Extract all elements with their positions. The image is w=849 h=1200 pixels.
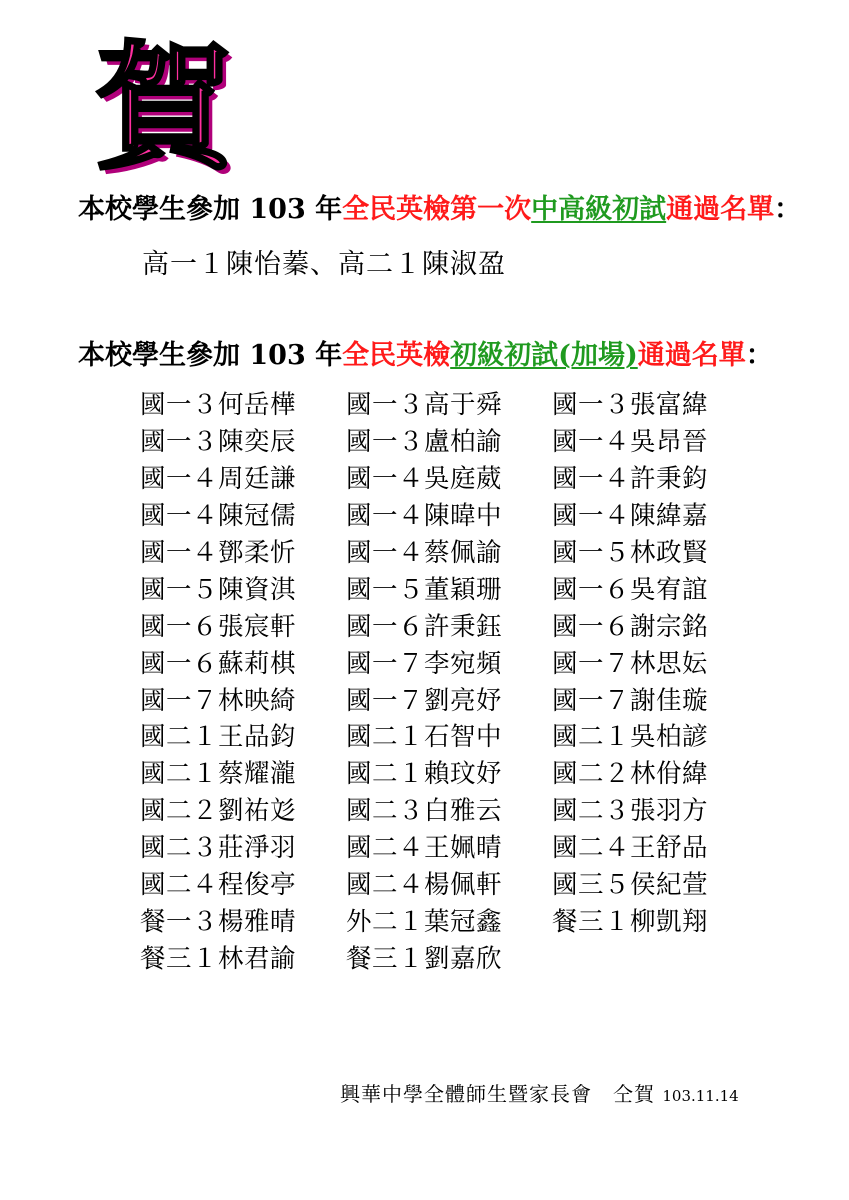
student-name: 餐三１林君諭 — [140, 943, 297, 974]
student-name: 餐三１劉嘉欣 — [346, 943, 503, 974]
student-name: 國一７劉亮妤 — [346, 685, 503, 716]
student-name: 國一５董穎珊 — [346, 574, 503, 605]
footer-signature — [340, 1078, 739, 1107]
student-name: 國二１賴玟妤 — [346, 759, 503, 790]
names-row — [140, 569, 760, 606]
student-name: 國一６謝宗銘 — [552, 611, 709, 642]
names-row — [140, 828, 760, 865]
student-name: 國一３盧柏諭 — [346, 427, 503, 458]
student-name: 國二１蔡耀瀧 — [140, 759, 297, 790]
student-name: 外二１葉冠鑫 — [346, 906, 503, 937]
intermediate-high-passers: 高一１陳怡蓁、高二１陳淑盈 — [142, 249, 506, 280]
names-row — [140, 791, 760, 828]
names-row — [140, 496, 760, 533]
student-name: 國一３高于舜 — [346, 390, 503, 421]
footer-date: 103.11.14 — [662, 1087, 739, 1105]
student-name: 餐三１柳凱翔 — [552, 906, 709, 937]
student-name: 國二２林佾緯 — [552, 759, 709, 790]
heading-elementary — [78, 342, 773, 369]
heading-colon: ： — [774, 194, 802, 225]
student-name: 國一４吳昂晉 — [552, 427, 709, 458]
heading-exam-name: 全民英檢第一次 — [342, 194, 532, 225]
heading-prefix: 本校學生參加 103 年 — [78, 340, 343, 371]
names-row — [140, 901, 760, 938]
names-row — [140, 865, 760, 902]
elementary-passers-list — [140, 385, 760, 975]
student-name: 國一６張宸軒 — [140, 611, 297, 642]
names-row — [140, 680, 760, 717]
names-row — [140, 606, 760, 643]
congratulations-character: 賀 — [95, 28, 234, 189]
names-row — [140, 938, 760, 975]
names-row — [140, 533, 760, 570]
heading-pass-list: 通過名單 — [637, 340, 746, 371]
student-name: 國二４楊佩軒 — [346, 870, 503, 901]
student-name: 國一６許秉鈺 — [346, 611, 503, 642]
student-name: 國一４陳冠儒 — [140, 501, 297, 532]
names-row — [140, 385, 760, 422]
student-name: 國二２劉祐彣 — [140, 796, 297, 827]
heading-pass-list: 通過名單 — [666, 194, 775, 225]
heading-exam-level: 中高級初試 — [531, 194, 667, 225]
student-name: 國二４程俊亭 — [140, 870, 297, 901]
student-name: 國一４陳暐中 — [346, 501, 503, 532]
student-name: 國一５陳資淇 — [140, 574, 297, 605]
footer-text: 興華中學全體師生暨家長會 仝賀 — [340, 1082, 655, 1106]
student-name: 餐一３楊雅晴 — [140, 906, 297, 937]
student-name: 國一５林政賢 — [552, 538, 709, 568]
names-row — [140, 459, 760, 496]
student-name: 國二３張羽方 — [552, 796, 709, 827]
student-name: 國一３張富緯 — [552, 390, 709, 421]
student-name: 國一３何岳樺 — [140, 390, 297, 421]
student-name: 國二１石智中 — [346, 722, 503, 753]
names-row — [140, 643, 760, 680]
student-name: 國一４蔡佩諭 — [346, 538, 503, 568]
student-name: 國一４鄧柔忻 — [140, 538, 297, 568]
heading-colon: ： — [745, 340, 773, 371]
student-name: 國一４周廷謙 — [140, 464, 297, 495]
student-name: 國一４吳庭葳 — [346, 464, 503, 495]
student-name: 國三５侯紀萱 — [552, 870, 709, 901]
student-name: 國一６蘇莉棋 — [140, 648, 297, 679]
names-row — [140, 717, 760, 754]
student-name: 國一７李宛頻 — [346, 648, 503, 679]
heading-prefix: 本校學生參加 103 年 — [78, 194, 343, 225]
student-name: 國一７謝佳璇 — [552, 685, 709, 716]
student-name: 國二４王姵晴 — [346, 833, 503, 864]
names-row — [140, 754, 760, 791]
student-name: 國二３莊淨羽 — [140, 833, 297, 864]
student-name: 國一６吳宥誼 — [552, 574, 709, 605]
names-row — [140, 422, 760, 459]
heading-intermediate-high — [78, 196, 801, 223]
student-name: 國二３白雅云 — [346, 796, 503, 827]
student-name: 國二１王品鈞 — [140, 722, 297, 753]
student-name: 國一７林映綺 — [140, 685, 297, 716]
student-name: 國一３陳奕辰 — [140, 427, 297, 458]
student-name: 國一４陳緯嘉 — [552, 501, 709, 532]
heading-exam-name: 全民英檢 — [342, 340, 451, 371]
student-name: 國一７林思妘 — [552, 648, 709, 679]
student-name: 國二４王舒品 — [552, 833, 709, 864]
student-name: 國二１吳柏諺 — [552, 722, 709, 753]
heading-exam-level: 初級初試(加場) — [450, 340, 638, 371]
student-name: 國一４許秉鈞 — [552, 464, 709, 495]
